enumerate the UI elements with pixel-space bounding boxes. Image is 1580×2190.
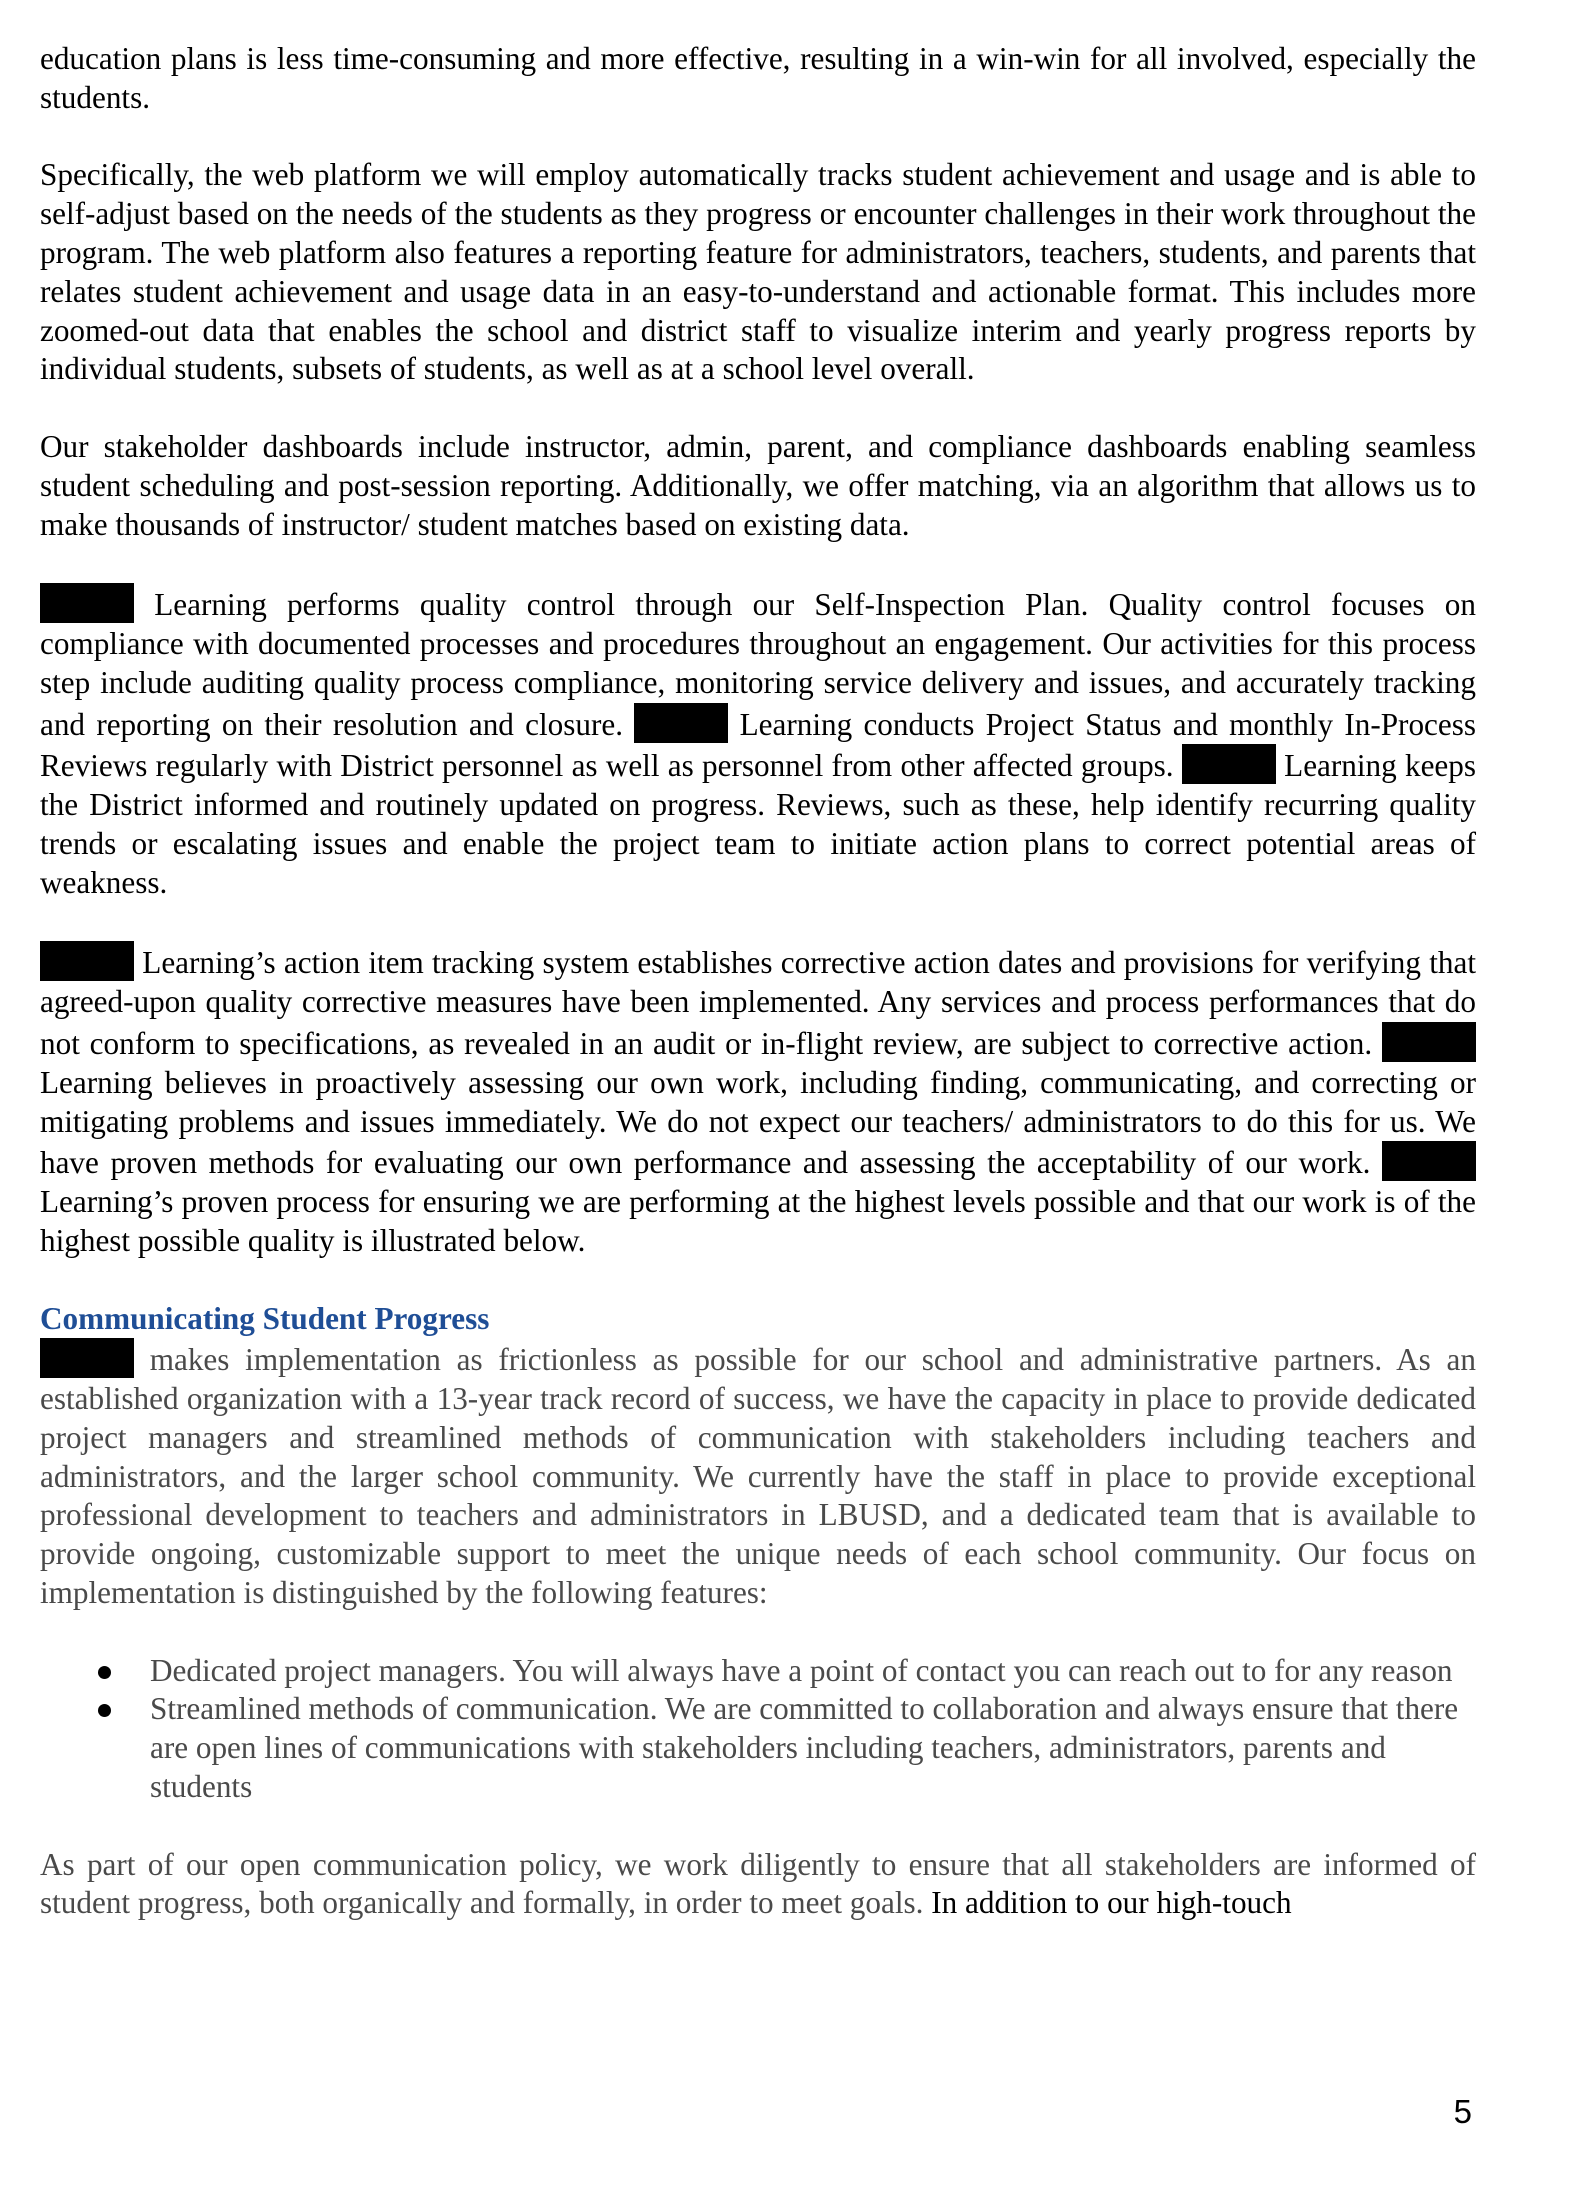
quality-control-text-2: Learning conducts Project Status and monthly In-Process Reviews regularly with District personnel as well as personnel from other affected groups. [40, 706, 1476, 784]
redaction-block [40, 1338, 134, 1378]
page-number: 5 [1453, 2093, 1472, 2130]
quality-control-text-1: Learning performs quality control through our Self-Inspection Plan. Quality control focuses on compliance with documented processes and procedures throughout an engagement. Our activities for this process step include auditing quality process compliance, monitoring service delivery and issues, and accurately tracking and reporting on their resolution and closure. [40, 587, 1476, 742]
document-page [40, 40, 1476, 1962]
redaction-block [1182, 744, 1276, 784]
paragraph-intro-continued: education plans is less time-consuming and more effective, resulting in a win-win for all involved, especially the students. [40, 41, 1476, 115]
paragraph-action-item-tracking [40, 941, 1476, 1260]
bullet-icon [98, 1666, 111, 1679]
implementation-text: makes implementation as frictionless as possible for our school and administrative partners. As an established organization with a 13-year track record of success, we have the capacity in place to provide dedicated project managers and streamlined methods of communication with stakeholders including teachers and administrators, and the larger school community. We currently have the staff in place to provide exceptional professional development to teachers and administrators in LBUSD, and a dedicated team that is available to provide ongoing, customizable support to meet the unique needs of each school community. Our focus on implementation is distinguished by the following features: [40, 1342, 1476, 1611]
list-item [40, 1690, 1476, 1806]
bullet-icon [98, 1704, 111, 1717]
action-tracking-text-1: Learning’s action item tracking system establishes corrective action dates and provisions for verifying that agreed-upon quality corrective measures have been implemented. Any services and process performances that do not conform to specifications, as revealed in an audit or in-flight review, are subject to corrective action. [40, 945, 1476, 1061]
paragraph-stakeholder-dashboards: Our stakeholder dashboards include instructor, admin, parent, and compliance dashboards enabling seamless student scheduling and post-session reporting. Additionally, we offer matching, via an algorithm that allows us to make thousands of instructor/ student matches based on existing data. [40, 428, 1476, 542]
paragraph-web-platform: Specifically, the web platform we will employ automatically tracks student achievement and usage and is able to self-adjust based on the needs of the students as they progress or encounter challenges in their work throughout the program. The web platform also features a reporting feature for administrators, teachers, students, and parents that relates student achievement and usage data in an easy-to-understand and actionable format. This includes more zoomed-out data that enables the school and district staff to visualize interim and yearly progress reports by individual students, subsets of students, as well as at a school level overall. [40, 157, 1476, 387]
redaction-block [1382, 1141, 1476, 1181]
redaction-block [1382, 1022, 1476, 1062]
section-heading: Communicating Student Progress [40, 1300, 490, 1336]
feature-list [40, 1652, 1476, 1807]
paragraph-communication-policy [40, 1846, 1476, 1924]
redaction-block [634, 703, 728, 743]
list-item [40, 1652, 1476, 1691]
action-tracking-text-3: Learning’s proven process for ensuring we are performing at the highest levels possible and that our work is of the highest possible quality is illustrated below. [40, 1184, 1476, 1258]
redaction-block [40, 941, 134, 981]
communication-policy-text: As part of our open communication policy, we work diligently to ensure that all stakeholders are informed of student progress, both organically and formally, in order to meet goals. [40, 1846, 1476, 1921]
paragraph-quality-control [40, 583, 1476, 902]
list-item-text: Streamlined methods of communication. We are committed to collaboration and always ensure that there are open lines of communications with stakeholders including teachers, administrators, parents and students [150, 1691, 1459, 1805]
quality-control-text-3: Learning keeps the District informed and routinely updated on progress. Reviews, such as these, help identify recurring quality trends or escalating issues and enable the project team to initiate action plans to correct potential areas of weakness. [40, 748, 1476, 900]
list-item-text: Dedicated project managers. You will always have a point of contact you can reach out to for any reason [150, 1652, 1453, 1688]
redaction-block [40, 583, 134, 623]
paragraph-implementation [40, 1338, 1476, 1613]
communication-policy-continued: In addition to our high-touch [931, 1885, 1292, 1921]
action-tracking-text-2: Learning believes in proactively assessing our own work, including finding, communicating, and correcting or mitigating problems and issues immediately. We do not expect our teachers/ administrators to do this for us. We have proven methods for evaluating our own performance and assessing the acceptability of our work. [40, 1064, 1476, 1181]
